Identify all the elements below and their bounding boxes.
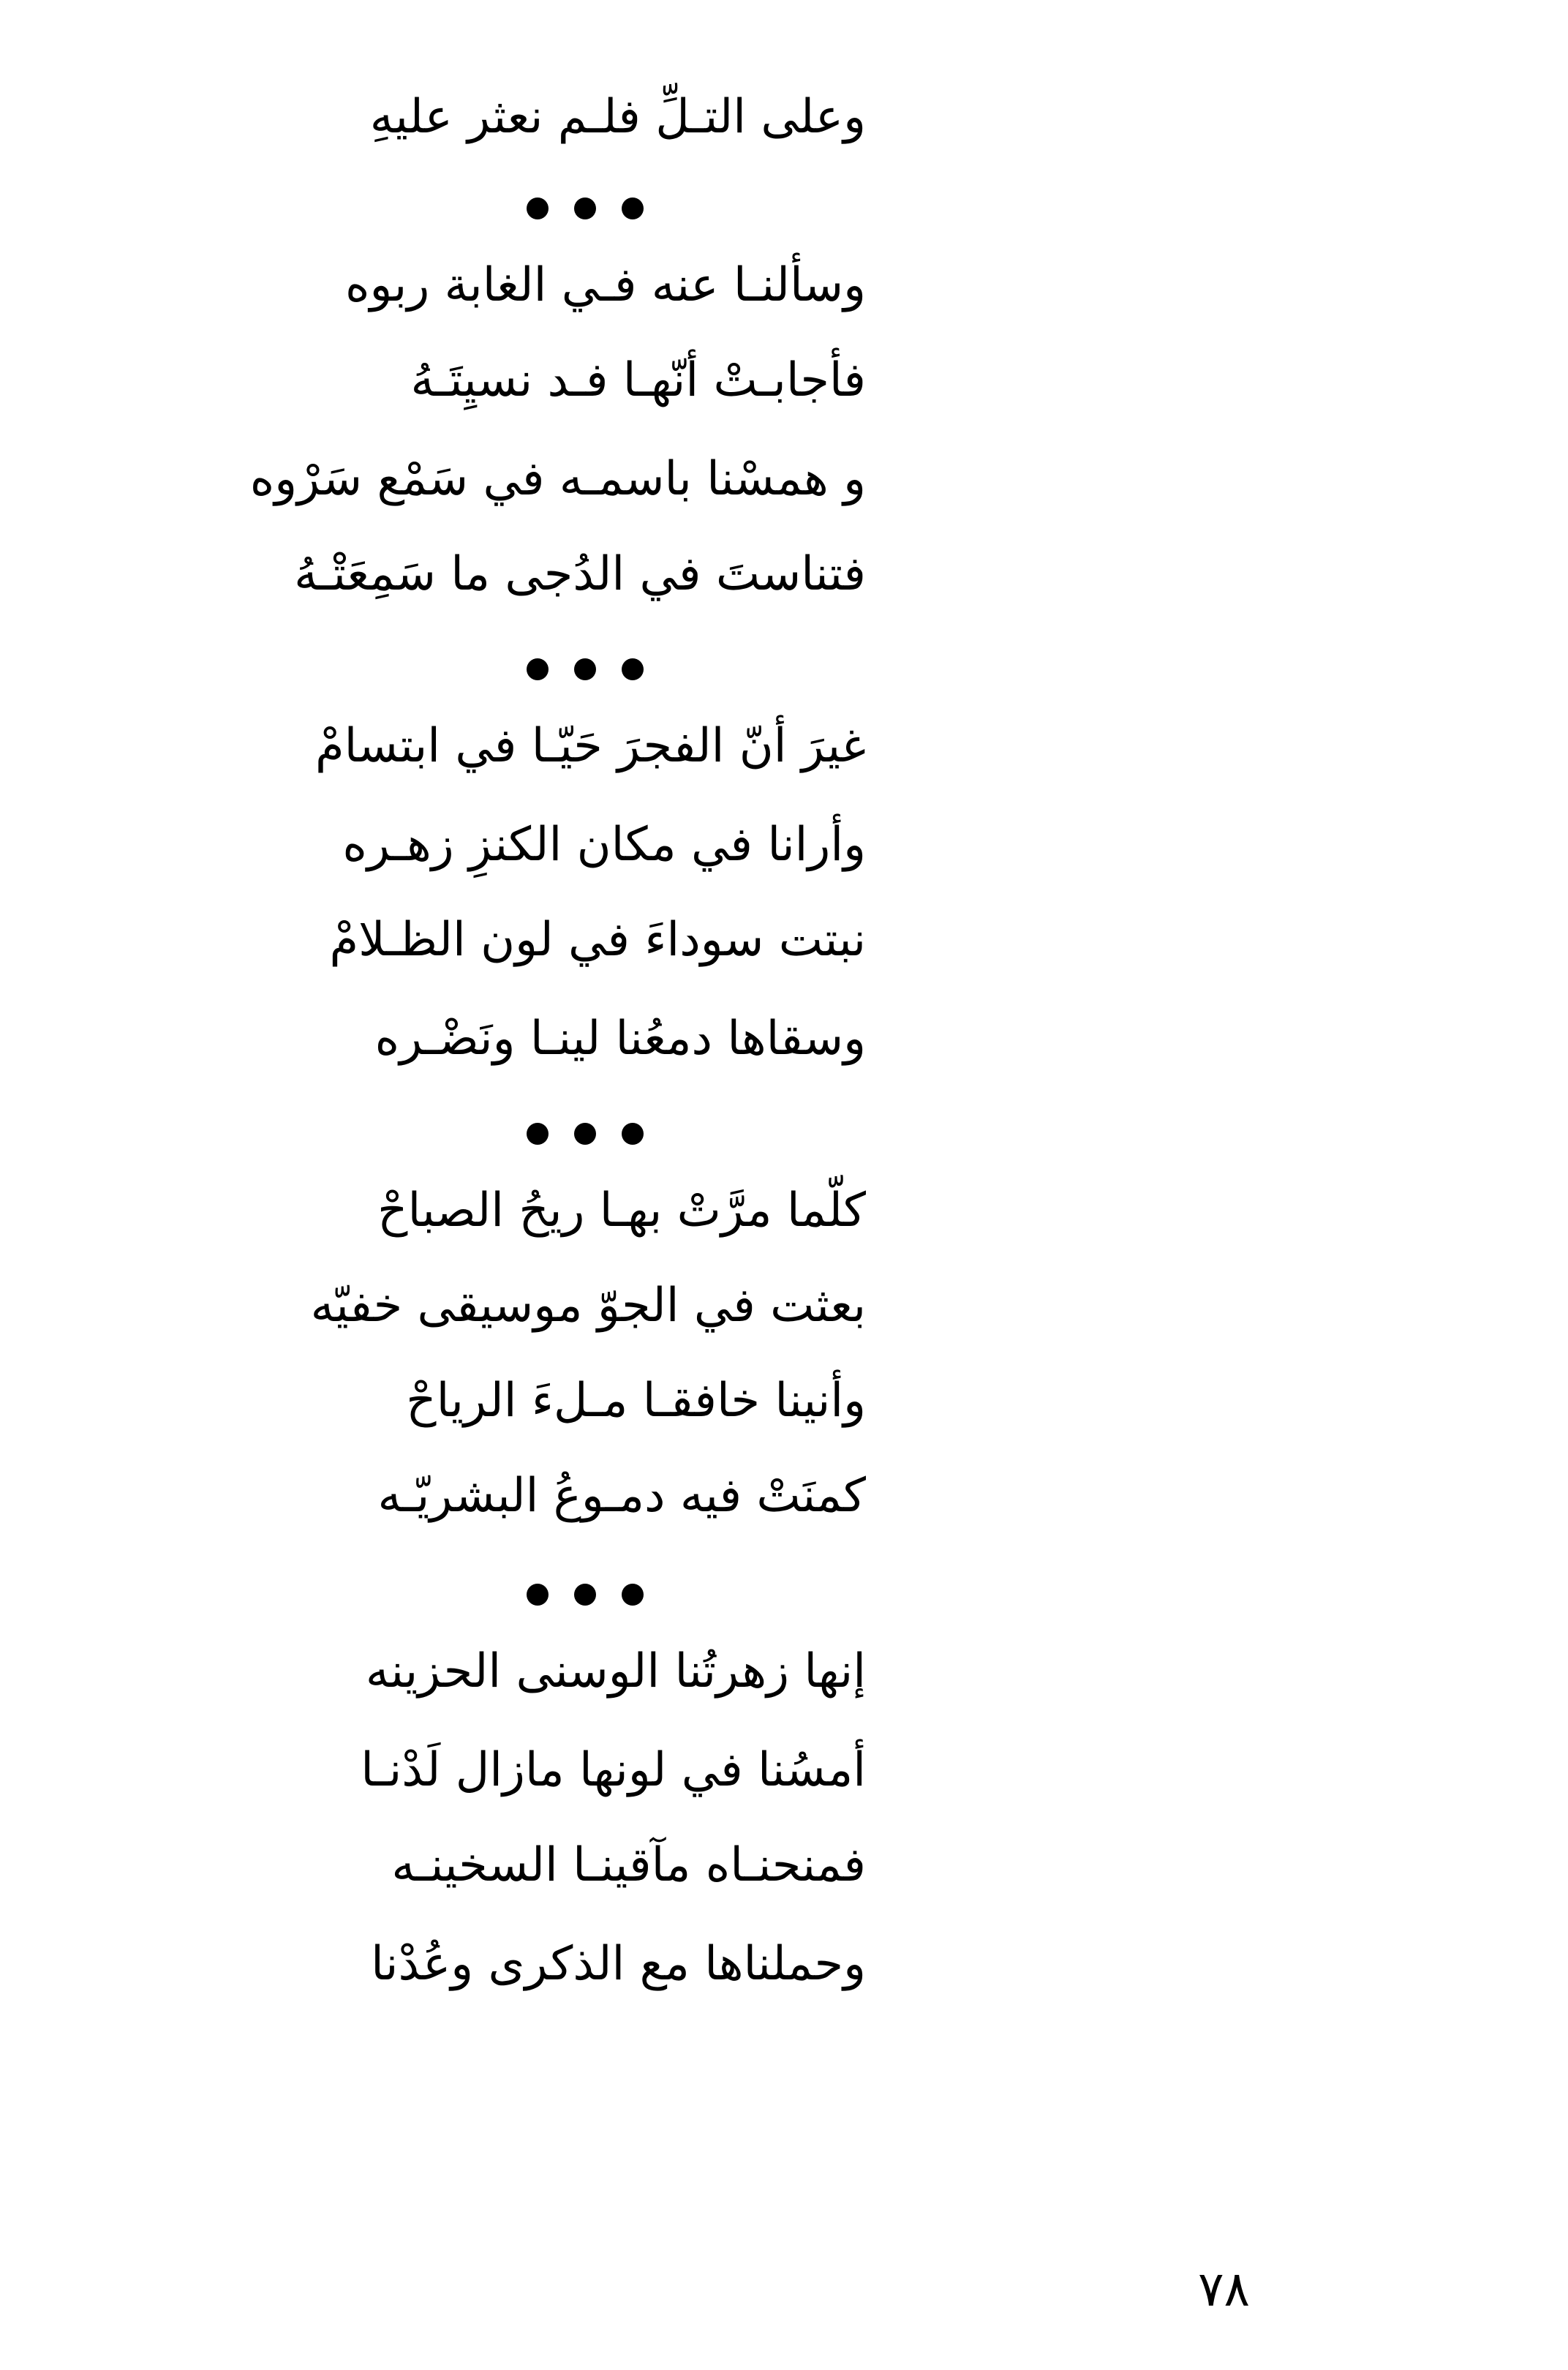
verse-line: فمنحنـاه مآقينـا السخينـه	[391, 1838, 866, 1892]
stanza-separator	[527, 1580, 644, 1609]
separator-dot	[622, 1584, 644, 1606]
separator-dot	[622, 198, 644, 219]
verse-line: غيرَ أنّ الفجرَ حَيّـا في ابتسامْ	[314, 719, 866, 773]
page-number: ٧٨	[1198, 2261, 1250, 2317]
separator-dot	[622, 1123, 644, 1145]
separator-dot	[574, 1584, 596, 1606]
verse-line: وحملناها مع الذكرى وعُدْنا	[371, 1937, 866, 1991]
verse-line: وعلى التـلِّ فلـم نعثر عليهِ	[369, 90, 866, 144]
separator-dot	[574, 198, 596, 219]
verse-line: وأنينا خافقـا مـلءَ الرياحْ	[406, 1374, 866, 1428]
separator-dot	[574, 1123, 596, 1145]
separator-dot	[527, 1584, 549, 1606]
verse-line: وسقاها دمعُنا لينـا ونَضْـره	[374, 1012, 866, 1066]
verse-line: و همسْنا باسمـه في سَمْع سَرْوه	[249, 452, 866, 506]
stanza-separator	[527, 194, 644, 223]
separator-dot	[527, 658, 549, 680]
stanza-separator	[527, 655, 644, 684]
separator-dot	[527, 198, 549, 219]
verse-line: فأجابـتْ أنّهـا فـد نسيِتَـهُ	[410, 353, 866, 407]
verse-line: كلّما مرَّتْ بهـا ريحُ الصباحْ	[377, 1184, 866, 1238]
separator-dot	[622, 658, 644, 680]
verse-line: إنها زهرتُنا الوسنى الحزينه	[365, 1644, 866, 1698]
verse-line: وسألنـا عنه فـي الغابة ربوه	[344, 258, 866, 312]
separator-dot	[574, 658, 596, 680]
separator-dot	[527, 1123, 549, 1145]
verse-line: كمنَتْ فيه دمـوعُ البشريّـه	[377, 1469, 866, 1523]
verse-line: بعثت في الجوّ موسيقى خفيّه	[310, 1279, 866, 1333]
stanza-separator	[527, 1119, 644, 1148]
verse-line: وأرانا في مكان الكنزِ زهـره	[342, 818, 866, 872]
verse-line: فتناستَ في الدُجى ما سَمِعَتْـهُ	[294, 547, 866, 601]
verse-line: أمسُنا في لونها مازال لَدْنـا	[361, 1743, 866, 1797]
verse-line: نبتت سوداءَ في لون الظـلامْ	[329, 913, 866, 967]
